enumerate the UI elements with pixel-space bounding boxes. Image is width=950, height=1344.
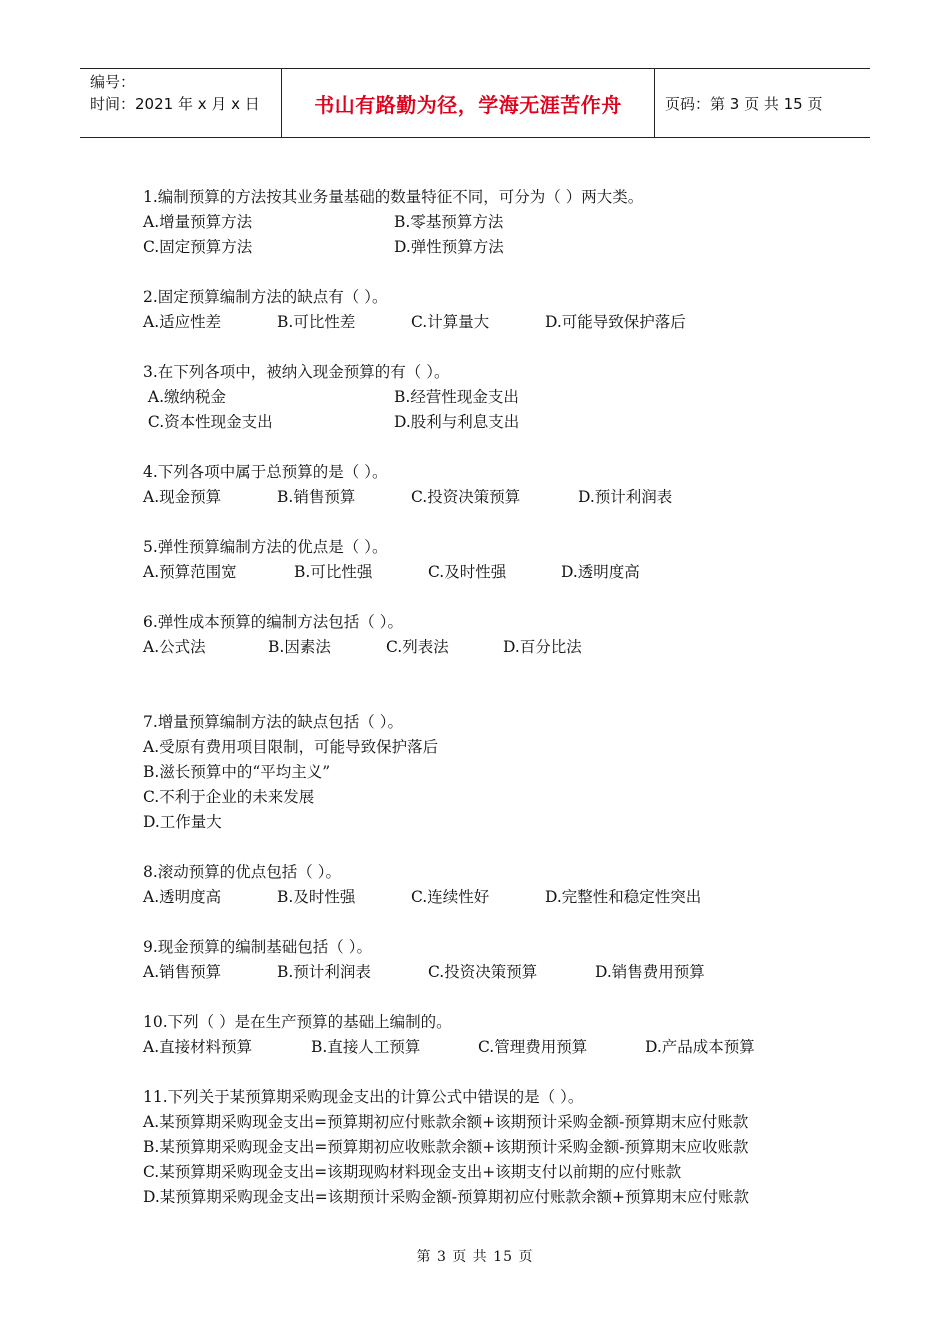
option-line: A.受原有费用项目限制，可能导致保护落后: [143, 738, 439, 756]
doc-time-label: 时间：2021 年 x 月 x 日: [90, 95, 260, 113]
question-7: [143, 710, 843, 835]
option: C.固定预算方法: [143, 238, 253, 256]
option: D.产品成本预算: [645, 1038, 755, 1056]
question-stem: 3.在下列各项中，被纳入现金预算的有（ ）。: [143, 363, 450, 381]
option: D.透明度高: [561, 563, 640, 581]
question-10: [143, 1010, 843, 1060]
question-5: [143, 535, 843, 585]
option: C.管理费用预算: [478, 1038, 588, 1056]
option: B.可比性强: [294, 563, 373, 581]
option-line: A.某预算期采购现金支出=预算期初应付账款余额+该期预计采购金额-预算期末应付账款: [143, 1113, 749, 1131]
option: A.适应性差: [143, 313, 222, 331]
question-stem: 1.编制预算的方法按其业务量基础的数量特征不同，可分为（ ）两大类。: [143, 188, 644, 206]
option: C.列表法: [386, 638, 449, 656]
option-line: [143, 1035, 843, 1060]
question-list: [143, 185, 843, 1235]
question-2: [143, 285, 843, 335]
option: A.缴纳税金: [143, 388, 227, 406]
page-footer: 第 3 页 共 15 页: [416, 1249, 534, 1265]
header-motto-cell: [282, 69, 655, 137]
option: C.连续性好: [411, 888, 490, 906]
question-stem: 9.现金预算的编制基础包括（ ）。: [143, 938, 372, 956]
option: C.计算量大: [411, 313, 490, 331]
option: A.现金预算: [143, 488, 222, 506]
option: A.增量预算方法: [143, 213, 253, 231]
option: D.预计利润表: [578, 488, 673, 506]
option: B.预计利润表: [277, 963, 371, 981]
doc-number-label: 编号：: [90, 73, 136, 91]
option-line: [143, 485, 843, 510]
page-header: [80, 68, 870, 138]
option: D.销售费用预算: [595, 963, 705, 981]
option-line: C.某预算期采购现金支出=该期现购材料现金支出+该期支付以前期的应付账款: [143, 1163, 682, 1181]
question-stem: 7.增量预算编制方法的缺点包括（ ）。: [143, 713, 403, 731]
question-stem: 11.下列关于某预算期采购现金支出的计算公式中错误的是（ ）。: [143, 1088, 584, 1106]
question-stem: 4.下列各项中属于总预算的是（ ）。: [143, 463, 388, 481]
question-11: [143, 1085, 843, 1210]
option: A.预算范围宽: [143, 563, 237, 581]
option-line: [143, 560, 843, 585]
option: D.可能导致保护落后: [545, 313, 686, 331]
option: D.完整性和稳定性突出: [545, 888, 702, 906]
option: B.直接人工预算: [311, 1038, 421, 1056]
option: A.直接材料预算: [143, 1038, 253, 1056]
option-line: B.滋长预算中的“平均主义”: [143, 763, 331, 781]
question-3: [143, 360, 843, 435]
question-stem: 2.固定预算编制方法的缺点有（ ）。: [143, 288, 388, 306]
question-6: [143, 610, 843, 660]
option: A.透明度高: [143, 888, 222, 906]
option-line: [143, 960, 843, 985]
option: D.百分比法: [503, 638, 582, 656]
header-page-cell: [655, 69, 870, 137]
option: C.投资决策预算: [428, 963, 538, 981]
question-8: [143, 860, 843, 910]
option: C.资本性现金支出: [143, 413, 273, 431]
question-stem: 6.弹性成本预算的编制方法包括（ ）。: [143, 613, 403, 631]
header-page-label: 页码：第 3 页 共 15 页: [665, 94, 823, 113]
option-line: [143, 385, 843, 410]
question-stem: 5.弹性预算编制方法的优点是（ ）。: [143, 538, 388, 556]
option-line: D.某预算期采购现金支出=该期预计采购金额-预算期初应付账款余额+预算期末应付账款: [143, 1188, 750, 1206]
question-stem: 10.下列（ ）是在生产预算的基础上编制的。: [143, 1013, 452, 1031]
option: D.股利与利息支出: [394, 413, 520, 431]
option: C.及时性强: [428, 563, 507, 581]
option: B.经营性现金支出: [394, 388, 519, 406]
option-line: B.某预算期采购现金支出=预算期初应收账款余额+该期预计采购金额-预算期末应收账款: [143, 1138, 749, 1156]
question-1: [143, 185, 843, 260]
option: B.可比性差: [277, 313, 356, 331]
header-motto: 书山有路勤为径，学海无涯苦作舟: [314, 92, 622, 117]
option: C.投资决策预算: [411, 488, 521, 506]
option-line: [143, 410, 843, 435]
question-9: [143, 935, 843, 985]
question-stem: 8.滚动预算的优点包括（ ）。: [143, 863, 341, 881]
option: B.销售预算: [277, 488, 356, 506]
option: B.因素法: [268, 638, 331, 656]
option-line: [143, 310, 843, 335]
header-meta: [80, 69, 282, 137]
option: B.零基预算方法: [394, 213, 504, 231]
option-line: [143, 235, 843, 260]
option-line: [143, 635, 843, 660]
option: D.弹性预算方法: [394, 238, 504, 256]
option-line: D.工作量大: [143, 813, 222, 831]
option: A.公式法: [143, 638, 206, 656]
option-line: [143, 210, 843, 235]
option: A.销售预算: [143, 963, 222, 981]
option: B.及时性强: [277, 888, 356, 906]
option-line: [143, 885, 843, 910]
question-4: [143, 460, 843, 510]
option-line: C.不利于企业的未来发展: [143, 788, 315, 806]
